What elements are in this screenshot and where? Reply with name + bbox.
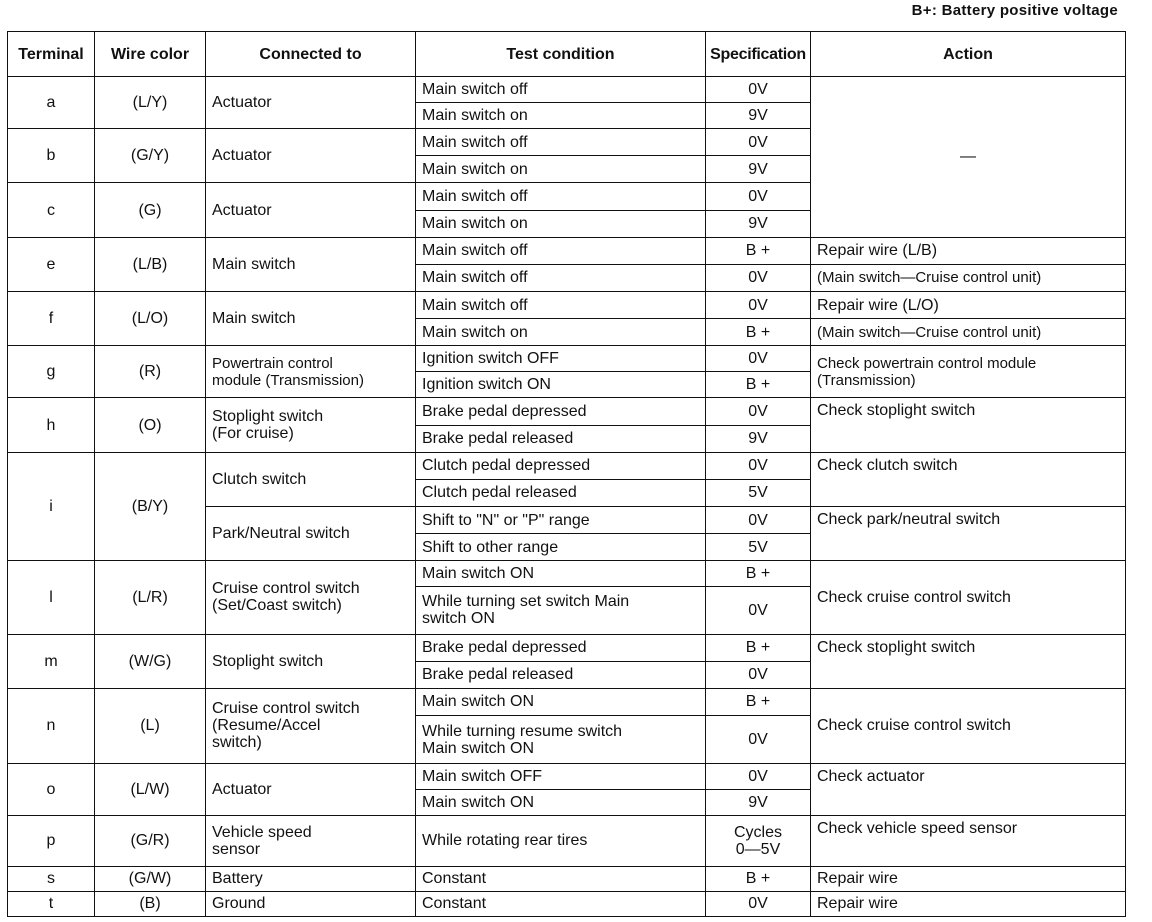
connected-line: Cruise control switch (212, 580, 360, 598)
connected-to-cell (206, 816, 416, 866)
connected-to-cell: Ground (206, 891, 416, 916)
action-cell: (Main switch—Cruise control unit) (811, 264, 1126, 291)
connected-to-cell: Actuator (206, 764, 416, 816)
table-row (8, 346, 1126, 372)
connected-line: (Resume/Accel (212, 717, 321, 735)
terminal-cell: s (8, 866, 95, 891)
action-cell: Check cruise control switch (811, 561, 1126, 634)
specification-cell: 0V (706, 452, 811, 479)
connected-to-cell: Actuator (206, 77, 416, 129)
condition-line: While turning resume switch (422, 722, 623, 740)
table-row (8, 452, 1126, 479)
test-condition-cell: Main switch ON (416, 561, 706, 587)
connected-line: Cruise control switch (212, 700, 360, 718)
specification-cell: 0V (706, 661, 811, 688)
terminal-cell: p (8, 816, 95, 866)
action-cell: Repair wire (811, 866, 1126, 891)
table-row (8, 291, 1126, 318)
specification-cell: 0V (706, 891, 811, 916)
wire-color-cell: (R) (95, 346, 206, 398)
terminal-cell: i (8, 452, 95, 561)
specification-cell: B + (706, 561, 811, 587)
test-condition-cell: Main switch off (416, 77, 706, 103)
test-condition-cell: Constant (416, 891, 706, 916)
connected-line: Stoplight switch (212, 408, 324, 426)
specification-cell: 0V (706, 715, 811, 763)
connected-to-cell (206, 561, 416, 634)
specification-cell: 0V (706, 587, 811, 634)
table-row (8, 764, 1126, 790)
test-condition-cell: Main switch ON (416, 790, 706, 816)
specification-cell: 0V (706, 346, 811, 372)
connected-to-cell: Actuator (206, 183, 416, 237)
wire-color-cell: (G/R) (95, 816, 206, 866)
test-condition-cell: Clutch pedal depressed (416, 452, 706, 479)
test-condition-cell: Brake pedal released (416, 661, 706, 688)
action-cell: Check cruise control switch (811, 688, 1126, 763)
table-row (8, 77, 1126, 103)
specification-cell: 0V (706, 264, 811, 291)
specification-cell: B + (706, 319, 811, 346)
wire-color-cell: (L/W) (95, 764, 206, 816)
action-cell: Check stoplight switch (811, 634, 1126, 688)
table-row (8, 866, 1126, 891)
specification-cell: 5V (706, 479, 811, 506)
wire-color-cell: (L/O) (95, 291, 206, 345)
connected-to-cell: Main switch (206, 237, 416, 291)
specification-cell: 0V (706, 506, 811, 533)
terminal-cell: l (8, 561, 95, 634)
test-condition-cell: Ignition switch OFF (416, 346, 706, 372)
header-test-condition: Test condition (416, 32, 706, 77)
test-condition-cell: While rotating rear tires (416, 816, 706, 866)
terminal-cell: g (8, 346, 95, 398)
wire-color-cell: (L/B) (95, 237, 206, 291)
connected-line: module (Transmission) (212, 371, 364, 389)
test-condition-cell: Shift to other range (416, 534, 706, 561)
table-row (8, 688, 1126, 715)
wire-color-cell: (W/G) (95, 634, 206, 688)
header-wire-color: Wire color (95, 32, 206, 77)
terminal-cell: a (8, 77, 95, 129)
test-condition-cell: Main switch on (416, 103, 706, 129)
test-condition-cell (416, 587, 706, 634)
action-cell: — (811, 77, 1126, 238)
connected-to-cell: Main switch (206, 291, 416, 345)
test-condition-cell: Brake pedal depressed (416, 634, 706, 661)
action-cell: Repair wire (L/O) (811, 291, 1126, 318)
action-cell: Check actuator (811, 764, 1126, 816)
specification-cell: B + (706, 237, 811, 264)
test-condition-cell: Brake pedal depressed (416, 398, 706, 425)
header-row (8, 32, 1126, 77)
connected-to-cell (206, 398, 416, 452)
wire-color-cell: (O) (95, 398, 206, 452)
table-row (8, 891, 1126, 916)
test-condition-cell: Main switch on (416, 210, 706, 237)
condition-line: switch ON (422, 610, 495, 628)
connected-line: Powertrain control (212, 354, 333, 372)
spec-line: 0—5V (735, 840, 781, 858)
condition-line: While turning set switch Main (422, 593, 630, 611)
table-row (8, 634, 1126, 661)
specification-cell: 5V (706, 534, 811, 561)
action-cell: Check park/neutral switch (811, 506, 1126, 560)
terminal-cell: h (8, 398, 95, 452)
connected-to-cell (206, 688, 416, 763)
terminal-cell: m (8, 634, 95, 688)
wire-color-cell: (B) (95, 891, 206, 916)
terminal-cell: c (8, 183, 95, 237)
connected-line: Vehicle speed (212, 823, 312, 841)
test-condition-cell: Main switch ON (416, 688, 706, 715)
terminal-cell: b (8, 129, 95, 183)
action-cell: Check clutch switch (811, 452, 1126, 506)
specification-cell: 9V (706, 425, 811, 452)
test-condition-cell: Main switch off (416, 264, 706, 291)
connected-line: switch) (212, 734, 262, 752)
header-terminal: Terminal (8, 32, 95, 77)
test-condition-cell: Clutch pedal released (416, 479, 706, 506)
wire-color-cell: (L/R) (95, 561, 206, 634)
spec-line: Cycles (733, 823, 782, 841)
test-condition-cell: Ignition switch ON (416, 372, 706, 398)
wire-color-cell: (L/Y) (95, 77, 206, 129)
specification-cell: B + (706, 688, 811, 715)
terminal-specification-table (7, 31, 1126, 917)
connected-to-cell (206, 346, 416, 398)
wire-color-cell: (B/Y) (95, 452, 206, 561)
specification-cell: B + (706, 866, 811, 891)
wire-color-cell: (G/Y) (95, 129, 206, 183)
specification-cell: 9V (706, 210, 811, 237)
specification-cell: B + (706, 372, 811, 398)
test-condition-cell: Main switch on (416, 319, 706, 346)
terminal-cell: e (8, 237, 95, 291)
wire-color-cell: (G) (95, 183, 206, 237)
wire-color-cell: (G/W) (95, 866, 206, 891)
connected-to-cell: Clutch switch (206, 452, 416, 506)
specification-cell: B + (706, 634, 811, 661)
action-cell (811, 346, 1126, 398)
specification-cell: 0V (706, 398, 811, 425)
terminal-cell: f (8, 291, 95, 345)
test-condition-cell: Main switch off (416, 183, 706, 210)
specification-cell: 9V (706, 156, 811, 183)
specification-cell: 0V (706, 77, 811, 103)
connected-to-cell: Battery (206, 866, 416, 891)
action-cell: Check vehicle speed sensor (811, 816, 1126, 866)
battery-voltage-note: B+: Battery positive voltage (911, 2, 1118, 19)
terminal-cell: n (8, 688, 95, 763)
specification-cell: 0V (706, 129, 811, 156)
wire-color-cell: (L) (95, 688, 206, 763)
connected-to-cell: Actuator (206, 129, 416, 183)
header-specification: Specification (706, 32, 811, 77)
table-row (8, 398, 1126, 425)
table-row (8, 816, 1126, 866)
specification-cell (706, 816, 811, 866)
specification-cell: 9V (706, 103, 811, 129)
action-line: Check powertrain control module (817, 354, 1037, 372)
action-cell: (Main switch—Cruise control unit) (811, 319, 1126, 346)
connected-line: (Set/Coast switch) (212, 597, 342, 615)
connected-to-cell: Stoplight switch (206, 634, 416, 688)
test-condition-cell: Brake pedal released (416, 425, 706, 452)
test-condition-cell: Constant (416, 866, 706, 891)
test-condition-cell: Main switch OFF (416, 764, 706, 790)
connected-to-cell: Park/Neutral switch (206, 506, 416, 560)
header-connected-to: Connected to (206, 32, 416, 77)
test-condition-cell: Main switch off (416, 129, 706, 156)
test-condition-cell (416, 715, 706, 763)
test-condition-cell: Main switch off (416, 237, 706, 264)
table-row (8, 237, 1126, 264)
terminal-cell: t (8, 891, 95, 916)
test-condition-cell: Shift to "N" or "P" range (416, 506, 706, 533)
action-cell: Repair wire (811, 891, 1126, 916)
specification-cell: 0V (706, 291, 811, 318)
specification-cell: 0V (706, 183, 811, 210)
terminal-cell: o (8, 764, 95, 816)
condition-line: Main switch ON (422, 739, 535, 757)
header-action: Action (811, 32, 1126, 77)
action-cell: Check stoplight switch (811, 398, 1126, 452)
connected-line: sensor (212, 840, 261, 858)
test-condition-cell: Main switch on (416, 156, 706, 183)
specification-cell: 0V (706, 764, 811, 790)
action-cell: Repair wire (L/B) (811, 237, 1126, 264)
connected-line: (For cruise) (212, 425, 294, 443)
specification-cell: 9V (706, 790, 811, 816)
action-line: (Transmission) (817, 371, 916, 389)
test-condition-cell: Main switch off (416, 291, 706, 318)
table-row (8, 561, 1126, 587)
